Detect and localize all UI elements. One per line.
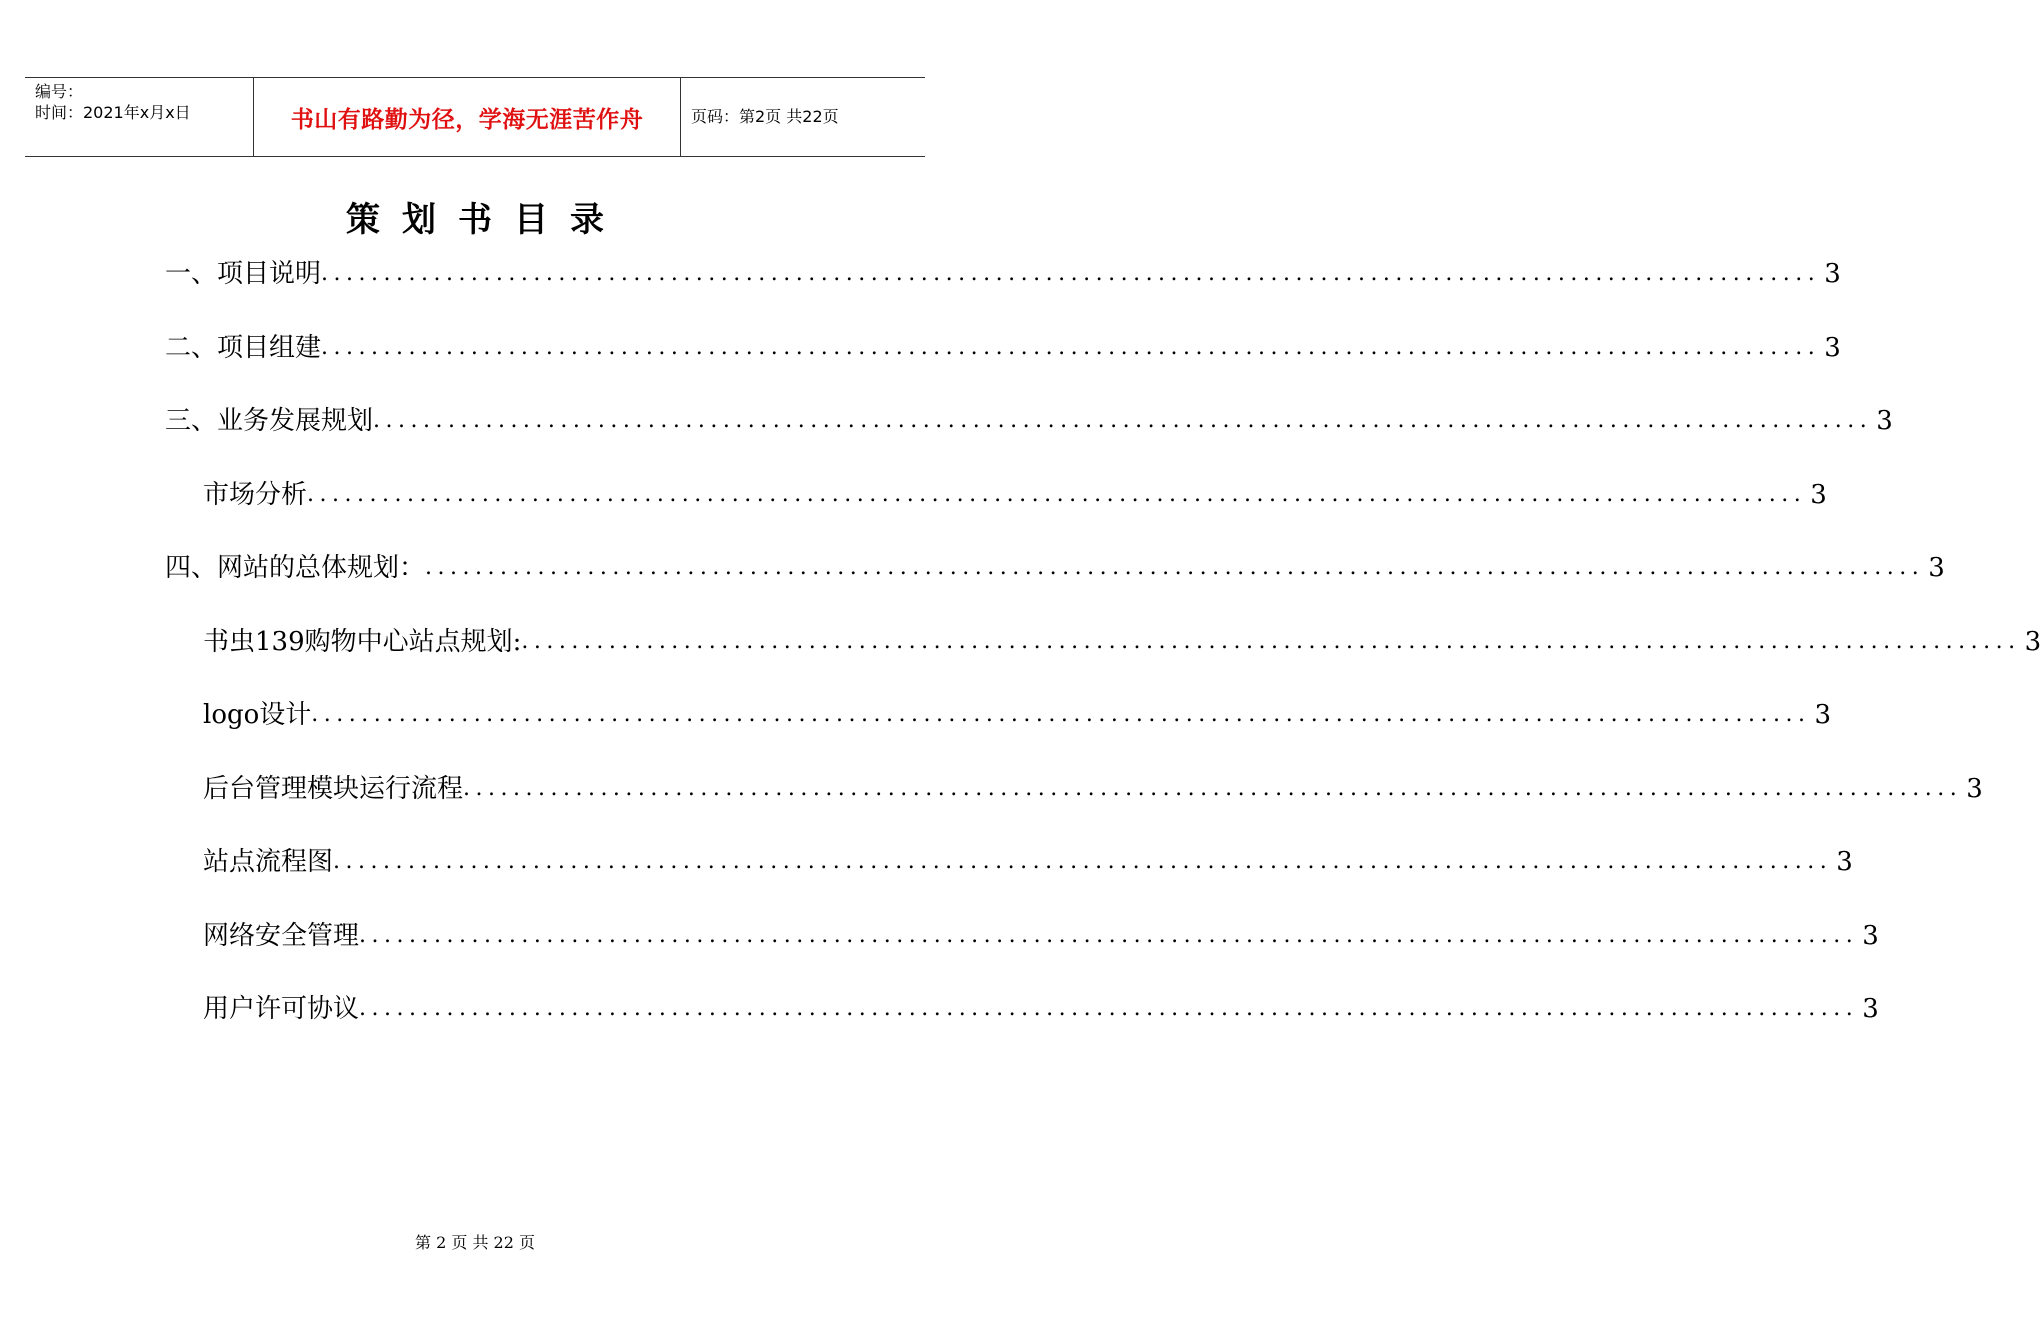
toc-entry[interactable] xyxy=(165,250,1841,290)
toc-entry[interactable] xyxy=(203,618,2041,658)
toc-dot-leader: ........................................................................................................................ xyxy=(425,555,1925,580)
toc-entry-title: 二、项目组建 xyxy=(165,332,322,363)
header-page-info: 页码：第2页 共22页 xyxy=(691,107,839,126)
toc-entry[interactable] xyxy=(203,985,1879,1025)
toc-entry[interactable] xyxy=(203,838,1853,878)
toc-entry-title: 用户许可协议 xyxy=(203,994,360,1024)
toc-entry-title: logo设计 xyxy=(203,700,312,730)
toc-entry-title: 一、项目说明 xyxy=(165,259,322,289)
toc-entry-title: 网络安全管理 xyxy=(203,920,360,951)
toc-entry-page: 3 xyxy=(1862,920,1879,951)
toc-entry-title: 四、网站的总体规划： xyxy=(165,553,426,583)
toc-entry-title: 书虫139购物中心站点规划: xyxy=(203,626,522,657)
toc-dot-leader: ........................................................................................................................ xyxy=(333,849,1833,874)
header-page-cell xyxy=(681,78,925,156)
toc-entry[interactable] xyxy=(203,471,1827,511)
header-info-cell xyxy=(25,78,254,156)
toc-dot-leader: ........................................................................................................................ xyxy=(307,481,1807,507)
toc-entry-page: 3 xyxy=(1810,479,1827,510)
toc-entry-title: 后台管理模块运行流程 xyxy=(203,773,464,804)
page-footer: 第 2 页 共 22 页 xyxy=(415,1233,535,1252)
toc-entry-page: 3 xyxy=(1824,332,1841,363)
document-time-label: 时间：2021年x月x日 xyxy=(35,103,191,122)
toc-entry[interactable] xyxy=(203,912,1879,952)
toc-entry-page: 3 xyxy=(1862,994,1879,1024)
toc-entry[interactable] xyxy=(203,691,1832,731)
toc-dot-leader: ........................................................................................................................ xyxy=(463,775,1963,801)
toc-entry-page: 3 xyxy=(1928,553,1945,583)
toc-dot-leader: ........................................................................................................................ xyxy=(373,408,1873,433)
document-header xyxy=(25,77,925,157)
toc-entry[interactable] xyxy=(165,397,1893,437)
toc-dot-leader: ........................................................................................................................ xyxy=(311,702,1811,727)
toc-entry-page: 3 xyxy=(1836,847,1853,877)
toc-entry-page: 3 xyxy=(1824,259,1841,289)
toc-entry-page: 3 xyxy=(2024,626,2041,657)
header-motto-cell xyxy=(254,78,681,156)
document-number-label: 编号： xyxy=(35,82,84,101)
header-motto: 书山有路勤为径，学海无涯苦作舟 xyxy=(290,106,644,133)
toc-dot-leader: ........................................................................................................................ xyxy=(359,922,1859,948)
toc-entry-page: 3 xyxy=(1814,700,1832,730)
document-title: 策划书目录 xyxy=(346,200,626,240)
toc-entry-title: 市场分析 xyxy=(203,479,308,510)
toc-entry[interactable] xyxy=(165,324,1841,364)
toc-entry-page: 3 xyxy=(1876,406,1893,436)
toc-entry[interactable] xyxy=(165,544,1945,584)
toc-dot-leader: ........................................................................................................................ xyxy=(321,334,1821,360)
toc-dot-leader: ........................................................................................................................ xyxy=(321,261,1821,286)
toc-dot-leader: ........................................................................................................................ xyxy=(521,628,2021,654)
toc-entry[interactable] xyxy=(203,765,1983,805)
toc-entry-page: 3 xyxy=(1966,773,1983,804)
toc-entry-title: 三、业务发展规划 xyxy=(165,406,374,436)
toc-dot-leader: ........................................................................................................................ xyxy=(359,996,1859,1021)
toc-entry-title: 站点流程图 xyxy=(203,847,334,877)
